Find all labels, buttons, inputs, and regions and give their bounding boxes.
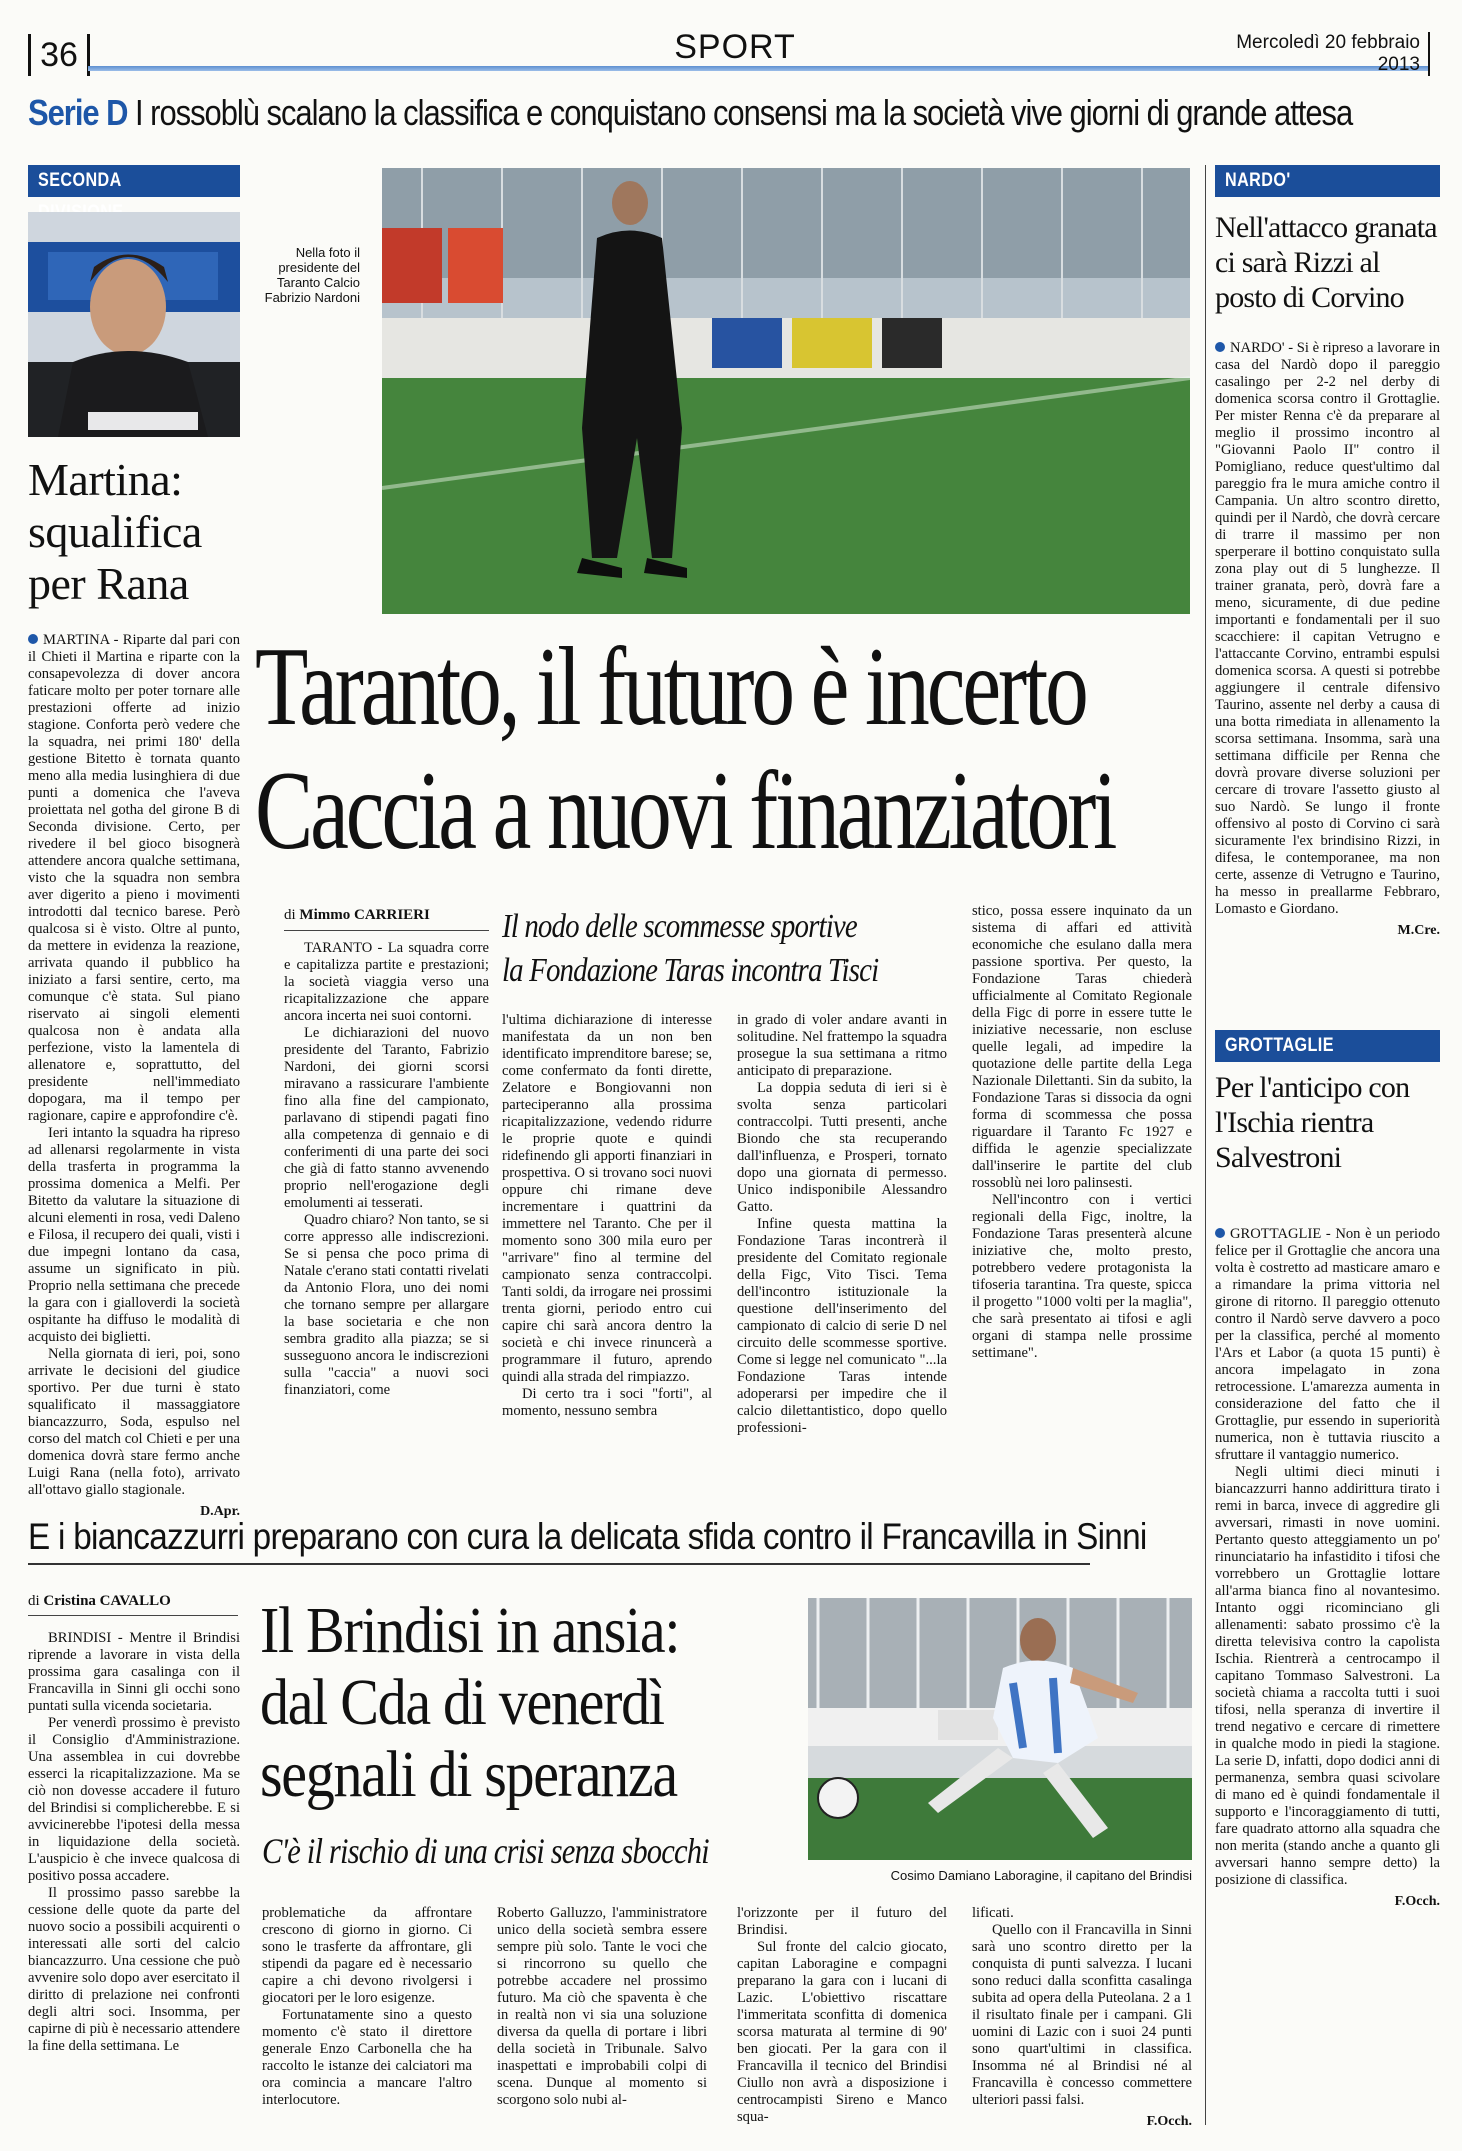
main-col1-para-2: Le dichiarazioni del nuovo presidente del Taranto, Fabrizio Nardoni, dei giorni scorsi miravano a rassicurare l'ambiente fino alla fine del campionato, parlavano di stipendi pagati fino alla competenza di gennaio e di conferimenti di una parte dei soci che già di fatto stanno avvenendo proprio nell'erogazione degli emolumenti ai tesserati. [284, 1025, 489, 1211]
brindisi-col3-para-1: Roberto Galluzzo, l'amministratore unico della società sembra essere sempre più solo. Tante le voci che si rincorrono su quello che potrebbe accadere nel prossimo futuro. Ma ciò che spaventa è che in realtà non vi sia una soluzione diversa da quella di portare i libri della società in Tribunale. Salvo inaspettati e improbabili colpi di scena. Dunque al momento si scorgono solo nubi al- [497, 1905, 707, 2108]
main-col1-para-3: Quadro chiaro? Non tanto, se si corre appresso alle indiscrezioni. Se si pensa che poco prima di Natale c'erano stati contatti rivelati da Antonio Flora, uno dei nomi che tornano sempre per allargare la base societaria e che non sembra gradito alla piazza; se si susseguono ancora le indiscrezioni sulla "caccia" a nuovi soci finanziatori, come [284, 1212, 489, 1398]
section-label-seconda-divisione: SECONDA [28, 165, 240, 197]
martina-headline: Martina: squalifica per Rana [28, 454, 202, 609]
photo-laboragine [808, 1598, 1192, 1860]
player-portrait-image [28, 212, 240, 437]
martina-para-1: MARTINA - Riparte dal pari con il Chieti il Martina e riparte con la consapevolezza di dover ancora faticare molto per poter tornare alle prestazioni offerte ad inizio stagione. Conforta però vedere che la squadra, nei primi 180' della gestione Bitetto è tornata quanto meno alla media lusinghiera di due punti a domenica che l'aveva proiettata nel gotha del girone B di Seconda divisione. Certo, per rivedere il bel gioco bisognerà attendere ancora qualche settimana, visto che la squadra non sembra aver digerito a pieno i movimenti introdotti dal tecnico barese. Però qualcosa si è visto. Oltre al punto, da mettere in evidenza la reazione, arrivata quando il pubblico ha iniziato a farsi sentire, certo, ma comunque c'è stata. Sul piano riservato ai singoli elementi qualcosa non è andata alla perfezione, visto la lamentela di allenatore e, soprattutto, del presidente nell'immediato dopogara, ma il tempo per ragionare, capire e approfondire c'è. [28, 632, 240, 1124]
nardo-para-1: NARDO' - Si è ripreso a lavorare in casa del Nardò dopo il pareggio casalingo per 2-2 nel derby di domenica scorsa contro il Grottaglie. Per mister Renna c'è da preparare al meglio il prossimo incontro al "Giovanni Paolo II" contro il Pomigliano, reduce quest'ultimo dal pareggio fra le mura amiche contro il Campania. Un altro scontro diretto, quindi per il Nardò, che dovrà cercare di trarre il massimo per non sperperare il bottino conquistato sulla zona play out di 5 lunghezze. Il trainer granata, però, dovrà fare a meno, sicuramente, di due pedine importanti e fondamentali per il suo scacchiere: il capitan Vetrugno e l'attaccante Corvino, entrambi espulsi domenica scorsa. A questi si potrebbe aggiungere il centrale difensivo Taurino, assente nel derby a causa di una botta rimediata in allenamento la scorsa settimana. Insomma, sarà una settimana difficile per Renna che dovrà provare diverse soluzioni per cercare di trovare l'assetto giusto al suo Nardò. Se lungo il fronte offensivo al posto di Corvino ci sarà sicuramente l'ex brindisino Rizzi, in difesa, le contemporanee, ma non certe, assenze di Vetrugno e Taurino, ha messo in preallarme Febbraro, Lomasto e Giordano. [1215, 340, 1440, 917]
brindisi-col4-para-2: Sul fronte del calcio giocato, capitan Laboragine e compagni preparano la gara con i lucani di Lazic. L'obiettivo riscattare l'immeritata sconfitta di domenica scorsa maturata al termine di 90' ben giocati. Per la gara con il Francavilla il tecnico del Brindisi Ciullo non avrà a disposizione i centrocampisti Sireno e Manco squa- [737, 1939, 947, 2125]
bullet-dot-icon [1215, 342, 1225, 352]
brindisi-col-4 [737, 1905, 947, 2126]
grottaglie-body [1215, 1226, 1440, 1910]
nardo-body [1215, 340, 1440, 939]
main-byline: di Mimmo CARRIERI [284, 907, 430, 923]
page-number: 36 [28, 34, 90, 76]
main-col-3 [737, 1012, 947, 1437]
brindisi-col-2 [262, 1905, 472, 2109]
brindisi-subhead: C'è il rischio di una crisi senza sbocchi [262, 1831, 709, 1871]
main-byline-author: Mimmo CARRIERI [299, 907, 430, 923]
brindisi-col1-para-3: Il prossimo passo sarebbe la cessione delle quote da parte del nuovo socio a possibili acquirenti o interessati alle sorti del calcio biancazzurro. Una cessione che può avvenire solo dopo aver esercitato il diritto di prelazione nei confronti degli altri soci. Insomma, per capirne di più è necessario attendere la fine della settimana. Le [28, 1885, 240, 2054]
brindisi-banner: E i biancazzurri preparano con cura la delicata sfida contro il Francavilla in Sinni [28, 1515, 1090, 1565]
issue-date-year: 2013 [1377, 54, 1420, 75]
main-col-1 [284, 940, 489, 1399]
brindisi-col5-para-1: lificati. [972, 1905, 1014, 1921]
top-kicker [28, 92, 1353, 134]
main-headline-line-1: Taranto, il futuro è incerto [255, 625, 1086, 749]
main-col2-para-1: l'ultima dichiarazione di interesse manifestata da un non ben identificato imprenditore barese; se, come confermato da fonti dirette, Zelatore e Bongiovanni non parteciperanno alla prossima ricapitalizzazione, vedendo ridurre le proprie quote e quindi ridefinendo gli apporti finanziari in prospettiva. O si trovano soci nuovi oppure chi rimane deve incrementare i quattrini da immettere nel Taranto. Che per il momento sono 300 mila euro per "arrivare" fino al termine del campionato senza contraccolpi. Tanti soldi, da irrogare nei prossimi trenta giorni, periodo entro cui capire chi sarà ancora dentro la società e chi invece rinuncerà a programmare il futuro, aprendo quindi alla strada del rimpiazzo. [502, 1012, 712, 1385]
issue-date-day: Mercoledì 20 febbraio [1236, 32, 1420, 53]
brindisi-col1-para-2: Per venerdì prossimo è previsto il Consiglio d'Amministrazione. Una assemblea in cui dovrebbe esserci la ricapitalizzazione. Ma se ciò non dovesse accadere il futuro del Brindisi si complicherebbe. E si avvicinerebbe l'ipotesi della messa in liquidazione della società. L'auspicio è che invece qualcosa di positivo possa accadere. [28, 1715, 240, 1884]
brindisi-headline-line-2: dal Cda di venerdì [260, 1666, 664, 1739]
photo-luigi-rana [28, 212, 240, 437]
brindisi-col1-para-1: BRINDISI - Mentre il Brindisi riprende a lavorare in vista della prossima gara casalinga con il Francavilla in Sinni gli occhi sono puntati sulla vicenda societaria. [28, 1630, 240, 1714]
section-title: SPORT [674, 28, 796, 66]
main-col2-para-2: Di certo tra i soci "forti", al momento, nessuno sembra [502, 1386, 712, 1419]
grottaglie-para-1: GROTTAGLIE - Non è un periodo felice per il Grottaglie che ancora una volta è costretto ad masticare amaro e a rimandare la prima vittoria nel girone di ritorno. Il pareggio ottenuto contro il Nardò serve davvero a poco per la classifica, perché al momento l'Ars et Labor (a quota 15 punti) è ancora impelagato in zona retrocessione. L'amarezza aumenta in considerazione del fatto che il Grottaglie, pur essendo in superiorità numerica, non è tuttavia riuscito a sfruttare il vantaggio numerico. [1215, 1226, 1440, 1463]
grottaglie-headline: Per l'anticipo con l'Ischia rientra Salvestroni [1215, 1071, 1410, 1174]
section-label-grottaglie: GROTTAGLIE [1215, 1030, 1440, 1062]
brindisi-photo-caption: Cosimo Damiano Laboragine, il capitano del Brindisi [890, 1868, 1192, 1883]
football-action-image [808, 1598, 1192, 1860]
brindisi-col-5 [972, 1905, 1192, 2130]
main-subhead-line-1: Il nodo delle scommesse sportive [502, 908, 857, 945]
brindisi-headline-line-3: segnali di speranza [260, 1738, 677, 1811]
main-photo-caption: Nella foto il presidente del Taranto Calcio Fabrizio Nardoni [264, 245, 360, 305]
brindisi-headline-line-1: Il Brindisi in ansia: [260, 1594, 680, 1667]
brindisi-signature: F.Occh. [1146, 2114, 1192, 2129]
bullet-dot-icon [1215, 1228, 1225, 1238]
main-headline-line-2: Caccia a nuovi finanziatori [255, 749, 1115, 873]
kicker-tag: Serie D [28, 92, 128, 133]
stadium-photo-image [382, 168, 1190, 614]
brindisi-col2-para-2: Fortunatamente sino a questo momento c'è stato il direttore generale Enzo Carbonella che ha raccolto le istanze dei calciatori ma ora comincia a mancare l'altro interlocutore. [262, 2007, 472, 2108]
martina-body [28, 632, 240, 1520]
section-label-nardo: NARDO' [1215, 165, 1440, 197]
grottaglie-para-2: Negli ultimi dieci minuti i biancazzurri hanno addirittura tirato i remi in barca, invece di aggredire gli avversari, rimasti in nove uomini. Pertanto questo atteggiamento un po' rinunciatario ha infastidito i tifosi che vorrebbero un Grottaglie lottare all'arma bianca fino al novantesimo. Intanto oggi ricominciano gli allenamenti: sabato prossimo c'è la diretta televisiva contro la capolista Ischia. Rientrerà a centrocampo il capitano Tommaso Salvestroni. La società chiama a raccolta tutti i suoi tifosi, nella speranza di invertire il trend negativo e cercare di rimettere in qualche modo in piedi la stagione. La serie D, infatti, dopo dodici anni di permanenza, sembra quasi scivolare di mano ed è quindi fondamentale il supporto e l'incoraggiamento di tutti, fare quadrato attorno alla squadra che non merita (stando anche a quanto gli avversari hanno sempre detto) la posizione di classifica. [1215, 1464, 1440, 1888]
brindisi-headline [260, 1595, 753, 1811]
byline-rule [284, 930, 489, 931]
photo-fabrizio-nardoni [382, 168, 1190, 614]
main-col-4 [972, 903, 1192, 1362]
right-column-rule [1205, 165, 1206, 2125]
nardo-headline: Nell'attacco granata ci sarà Rizzi al posto di Corvino [1215, 211, 1437, 314]
main-subhead-line-2: la Fondazione Taras incontra Tisci [502, 952, 879, 989]
brindisi-col-1 [28, 1630, 240, 2055]
main-col3-para-2: La doppia seduta di ieri si è svolta senza particolari contraccolpi. Tutti presenti, anche Biondo che sta recuperando dall'influenza, e Prosperi, tornato dopo una giornata di permesso. Unico indisponibile Alessandro Gatto. [737, 1080, 947, 1215]
brindisi-byline-rule [28, 1615, 238, 1616]
main-col1-para-1: TARANTO - La squadra corre e capitalizza partite e prestazioni; la società viaggia verso una ricapitalizzazione che appare ancora incerta nei suoi contorni. [284, 940, 489, 1024]
brindisi-byline: di Cristina CAVALLO [28, 1593, 171, 1609]
nardo-signature: M.Cre. [1397, 923, 1440, 938]
martina-signature: D.Apr. [200, 1504, 240, 1519]
issue-date [1200, 32, 1430, 76]
bullet-dot-icon [28, 634, 38, 644]
brindisi-col-3 [497, 1905, 707, 2109]
main-col-2 [502, 1012, 712, 1420]
martina-para-2: Ieri intanto la squadra ha ripreso ad allenarsi regolarmente in vista della trasferta in programma la prossima domenica a Melfi. Per Bitetto da valutare la situazione di alcuni elementi in rosa, vedi Daleno e Filosa, il recupero dei quali, visti i due impegni lontano da casa, assume un significato in più. Proprio nella settimana che precede la gara con i gialloverdi la società ospitante ha diffuso le modalità di acquisto dei biglietti. [28, 1125, 240, 1345]
main-col4-para-1: stico, possa essere inquinato da un sistema di affari ed attività economiche che esulano dalla mera passione sportiva. Per questo, la Fondazione Taras chiederà ufficialmente al Comitato Regionale della Figc di porre in essere tutte le iniziative necessarie, non escluse quelle legali, ad impedire la quotazione delle partite della Lega Nazionale Dilettanti. Sin da subito, la Fondazione Taras si dissocia da ogni forma di scommessa che possa riguardare il Taranto Fc 1927 e diffida le agenzie specializzate dall'inserire le partite del club rossoblù nei loro palinsesti. [972, 903, 1192, 1191]
main-col3-para-1: in grado di voler andare avanti in solitudine. Nel frattempo la squadra prosegue la sua settimana a ritmo anticipato di preparazione. [737, 1012, 947, 1079]
grottaglie-signature: F.Occh. [1394, 1894, 1440, 1909]
brindisi-col4-para-1: l'orizzonte per il futuro del Brindisi. [737, 1905, 947, 1938]
brindisi-byline-author: Cristina CAVALLO [43, 1593, 171, 1609]
brindisi-col2-para-1: problematiche da affrontare crescono di giorno in giorno. Ci sono le trasferte da affrontare, gli stipendi da pagare ed è necessario capire a chi devono rivolgersi i giocatori per le loro esigenze. [262, 1905, 472, 2006]
main-col4-para-2: Nell'incontro con i vertici regionali della Figc, inoltre, la Fondazione Taras presenterà alcune iniziative che, molto presto, potrebbero vedere protagonista la tifoseria tarantina. Tra queste, spicca il progetto "1000 volti per la maglia", che sarà presentato ai tifosi e agli organi di stampa nelle prossime settimane". [972, 1192, 1192, 1361]
brindisi-col5-para-2: Quello con il Francavilla in Sinni sarà uno scontro diretto per la conquista di punti salvezza. I lucani sono reduci dalla sconfitta casalinga subita ad opera della Puteolana. 2 a 1 il risultato finale per i campani. Gli uomini di Lazic con i suoi 24 punti sono quart'ultimi in classifica. Insomma né al Brindisi né al Francavilla è concesso commettere ulteriori passi falsi. [972, 1922, 1192, 2108]
main-col3-para-3: Infine questa mattina la Fondazione Taras incontrerà il presidente del Comitato regionale della Figc, Vito Tisci. Tema dell'incontro istituzionale la questione dell'inserimento del campionato di calcio di serie D nel circuito delle scommesse sportive. Come si legge nel comunicato "...la Fondazione Taras intende adoperarsi per impedire che il calcio dilettantistico, dopo quello professioni- [737, 1216, 947, 1436]
martina-para-3: Nella giornata di ieri, poi, sono arrivate le decisioni del giudice sportivo. Per due turni è stato squalificato il massaggiatore biancazzurro, Soda, espulso nel corso del match col Chieti e per una domenica dovrà stare fermo anche Luigi Rana (nella foto), arrivato all'ottavo giallo stagionale. [28, 1346, 240, 1498]
kicker-text: I rossoblù scalano la classifica e conquistano consensi ma la società vive giorni di grande attesa [127, 92, 1353, 133]
